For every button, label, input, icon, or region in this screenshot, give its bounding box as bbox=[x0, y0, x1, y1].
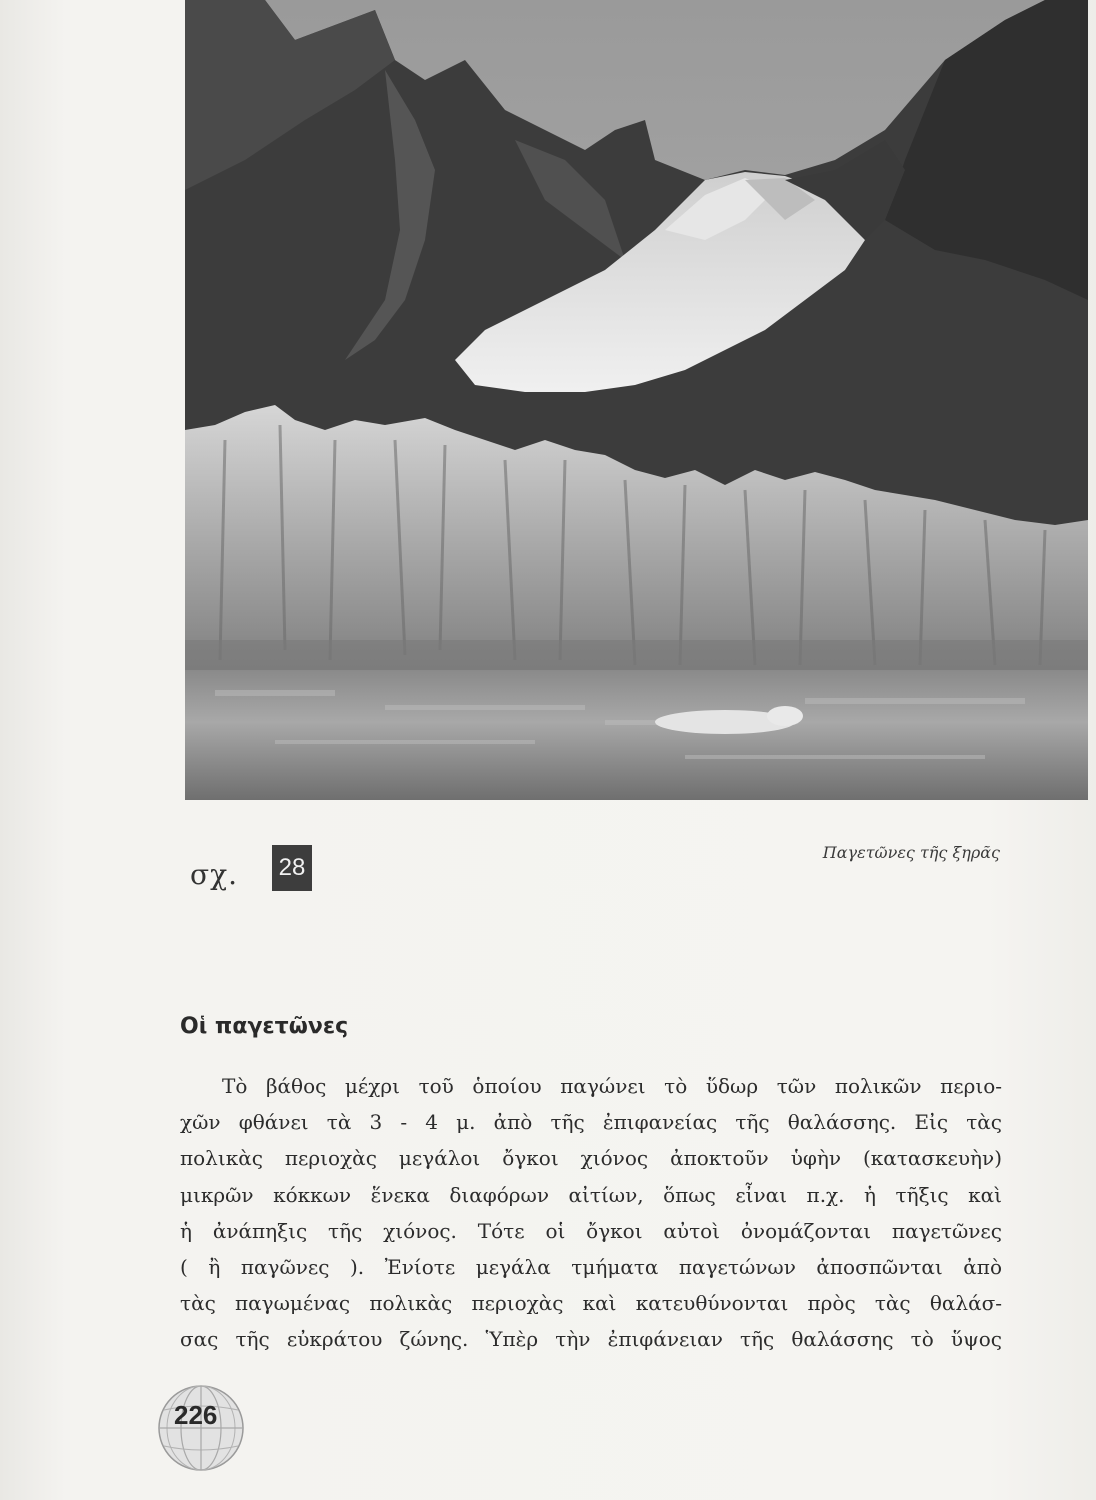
paragraph-line: χῶν φθάνει τὰ 3 - 4 μ. ἀπὸ τῆς ἐπιφανείας τῆς θαλάσσης. Εἰς τὰς bbox=[180, 1110, 1002, 1135]
figure-label: σχ. bbox=[190, 858, 238, 891]
figure-number-badge: 28 bbox=[272, 845, 312, 891]
paragraph-line: ( ἢ παγῶνες ). Ἐνίοτε μεγάλα τμήματα παγετώνων ἀποσπῶνται ἀπὸ bbox=[180, 1255, 1002, 1280]
section-heading: Οἱ παγετῶνες bbox=[180, 1014, 349, 1039]
paragraph-line: σας τῆς εὐκράτου ζώνης. Ὑπὲρ τὴν ἐπιφάνειαν τῆς θαλάσσης τὸ ὕψος bbox=[180, 1327, 1002, 1352]
glacier-photo bbox=[185, 0, 1088, 800]
figure-caption: Παγετῶνες τῆς ξηρᾶς bbox=[822, 843, 1000, 862]
paragraph-line: μικρῶν κόκκων ἕνεκα διαφόρων αἰτίων, ὅπως εἶναι π.χ. ἡ τῆξις καὶ bbox=[180, 1182, 1002, 1207]
paragraph-line: Τὸ βάθος μέχρι τοῦ ὁποίου παγώνει τὸ ὕδωρ τῶν πολικῶν περιο- bbox=[222, 1074, 1002, 1098]
body-paragraph bbox=[180, 1068, 1002, 1358]
paragraph-line: ἡ ἀνάπηξις τῆς χιόνος. Τότε οἱ ὄγκοι αὐτοὶ ὀνομάζονται παγετῶνες bbox=[180, 1218, 1002, 1243]
page-number: 226 bbox=[174, 1400, 218, 1430]
paragraph-line: πολικὰς περιοχὰς μεγάλοι ὄγκοι χιόνος ἀποκτοῦν ὑφὴν (κατασκευὴν) bbox=[180, 1146, 1002, 1171]
paragraph-line: τὰς παγωμένας πολικὰς περιοχὰς καὶ κατευθύνονται πρὸς τὰς θαλάσ- bbox=[180, 1291, 1002, 1316]
